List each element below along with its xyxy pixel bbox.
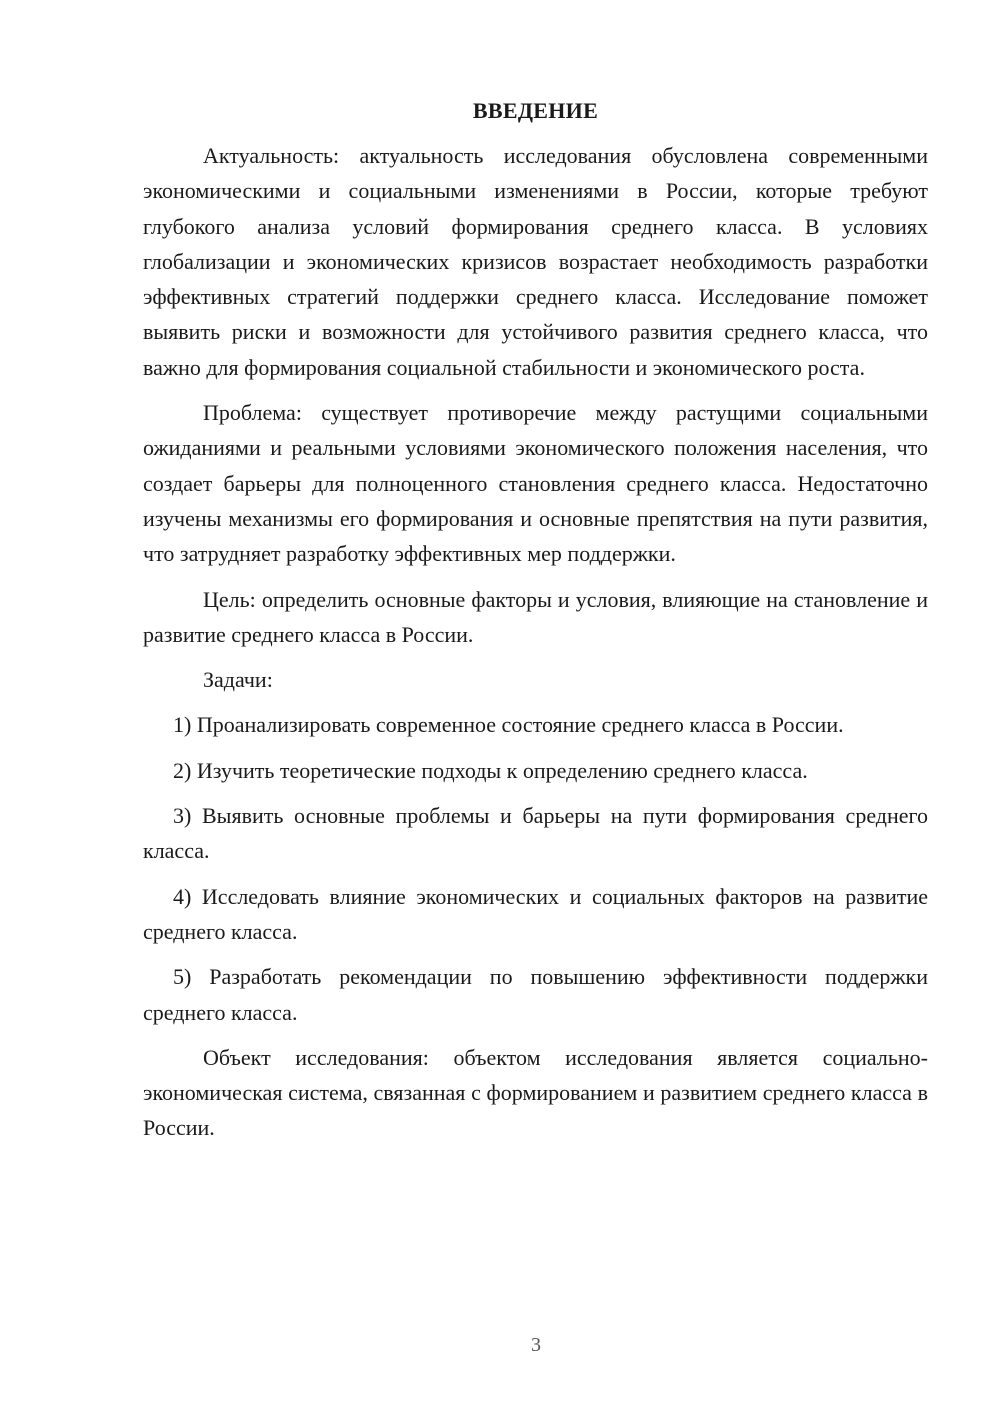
- task-item-3: 3) Выявить основные проблемы и барьеры на пути формирования среднего класса.: [143, 803, 928, 864]
- object-paragraph: Объект исследования: объектом исследования является социально-экономическая система, связанная с формированием и развитием среднего класса в России.: [143, 1044, 928, 1141]
- tasks-heading: Задачи:: [203, 667, 273, 693]
- goal-paragraph: Цель: определить основные факторы и условия, влияющие на становление и развитие среднего класса в России.: [143, 586, 928, 647]
- page-number: 3: [531, 1334, 541, 1356]
- relevance-paragraph: Актуальность: актуальность исследования обусловлена современными экономическими и социальными изменениями в России, которые требуют глубокого анализа условий формирования среднего класса. В условиях глобализации и экономических кризисов возрастает необходимость разработки эффективных стратегий поддержки среднего класса. Исследование поможет выявить риски и возможности для устойчивого развития среднего класса, что важно для формирования социальной стабильности и экономического роста.: [143, 143, 928, 380]
- page-content: [143, 96, 928, 1156]
- task-item-1: 1) Проанализировать современное состояние среднего класса в России.: [173, 712, 844, 738]
- section-title: ВВЕДЕНИЕ: [472, 98, 599, 123]
- task-item-2: 2) Изучить теоретические подходы к определению среднего класса.: [173, 757, 808, 783]
- problem-paragraph: Проблема: существует противоречие между растущими социальными ожиданиями и реальными условиями экономического положения населения, что создает барьеры для полноценного становления среднего класса. Недостаточно изучены механизмы его формирования и основные препятствия на пути развития, что затрудняет разработку эффективных мер поддержки.: [143, 400, 928, 567]
- task-item-5: 5) Разработать рекомендации по повышению эффективности поддержки среднего класса.: [143, 964, 928, 1025]
- task-item-4: 4) Исследовать влияние экономических и социальных факторов на развитие среднего класса.: [143, 883, 928, 944]
